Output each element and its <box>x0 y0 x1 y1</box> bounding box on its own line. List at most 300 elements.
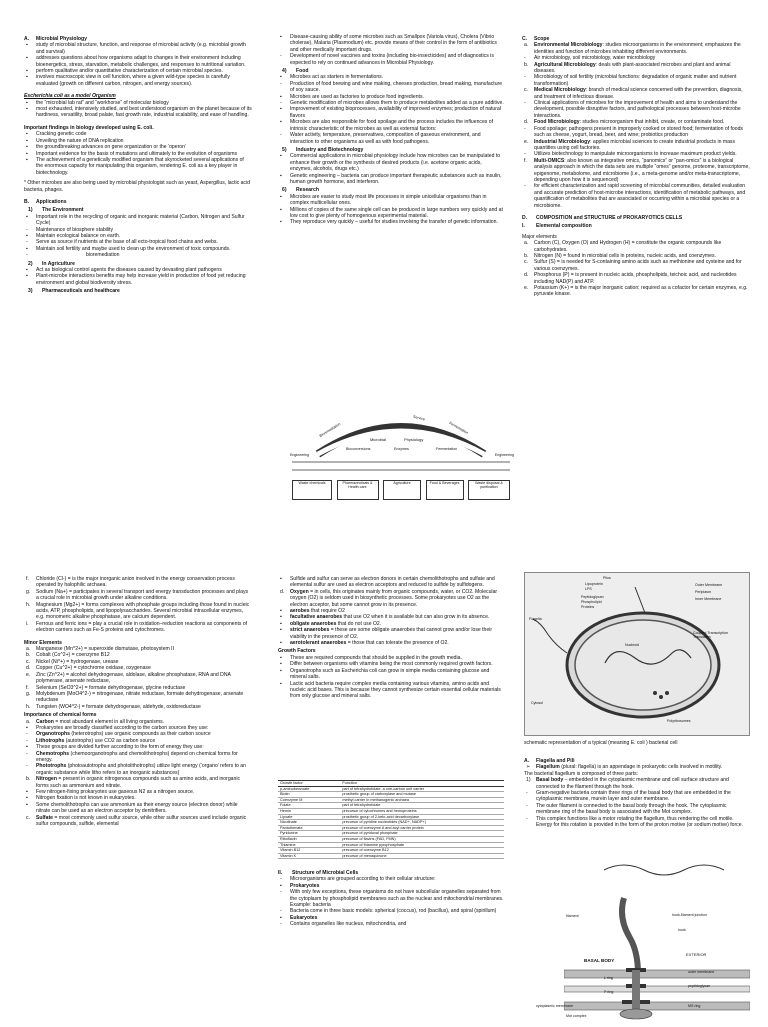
list-marker: - <box>26 737 28 744</box>
list-item: ▪ Important role in the recycling of organic and inorganic material (Carbon, Nitrogen and Sulfur Cycle) <box>24 214 252 227</box>
flagellum-label: BASAL BODY <box>584 958 615 963</box>
list-marker: - <box>280 908 282 915</box>
outer-membrane-band <box>564 970 750 978</box>
list-item: ▪ Important evidence for the basis of mutations and ultimately to the evolution of organisms <box>24 151 252 157</box>
list-text: (autotrophs) use CO2 as carbon source <box>64 737 156 744</box>
list-text: : branch of medical science concerned with the prevention, diagnosis, and treatment of infectious disease. <box>534 87 743 100</box>
flagellum-label: Mot complex <box>566 1014 587 1018</box>
list-item <box>522 126 750 139</box>
list-marker: ▪ <box>280 620 282 627</box>
list-item <box>24 589 252 602</box>
column-6 <box>524 756 750 828</box>
flagellum-diagram <box>536 858 750 1022</box>
list-marker: e. <box>524 138 529 145</box>
flagellum-label: outer membrane <box>688 970 715 974</box>
food-heading: 4) Food <box>282 68 309 75</box>
list-text: Copper (Cu^2+) = cytochrome oxidase, oxygenase <box>36 665 151 672</box>
list-text: that use O2 when it is available but can also grow in its absence. <box>342 614 490 621</box>
table-cell: Folate <box>278 803 340 809</box>
list-item <box>524 764 750 770</box>
list-marker: - <box>524 74 526 81</box>
minor-elements-list <box>24 646 252 710</box>
list-text: Contains organelles like nucleus, mitochondria, and <box>290 921 407 928</box>
list-text: = present in organic nitrogenous compounds such as amino acids, and inorganic forms such as ammonium and nitrate. <box>36 776 241 789</box>
physiology-applications-diagram <box>288 402 514 504</box>
term: Basal body <box>536 777 564 784</box>
list-marker: - <box>526 790 528 797</box>
term: Oxygen <box>290 588 309 595</box>
filament-shape <box>622 898 638 974</box>
list-text: Bacteria come in three basic models: spherical (coccus), rod (bacillus), and spiral (spirillum) <box>290 908 497 915</box>
list-marker: h. <box>26 601 31 608</box>
list-item: ▪ Cracking genetic code <box>24 131 252 137</box>
list-item: ▪ Maintain soil fertility and maybe used to clean up the environment of toxic compounds. <box>24 246 252 252</box>
list-item: - Maintenance of biosphere stability <box>24 227 252 233</box>
list-marker: - <box>280 889 282 896</box>
list-text: Clinical applications of microbes for the improvement of health and aims to understand the development, possible disruptive factors, and pathological processes between host-microbe interactions. <box>534 100 741 119</box>
list-item <box>24 602 252 621</box>
diagram-right-label: Engineering <box>494 453 514 457</box>
list-text: Tungsten (WO4^2-) = formate dehydrogenase, aldehyde, oxidoreductase <box>36 703 201 710</box>
list-text: Sodium (Na+) = participates in several transport and energy transduction processes and plays a crucial role in microbial growth under alkaline conditions. <box>36 588 249 602</box>
list-item: - bioremediation <box>24 252 252 258</box>
table-cell: prosthetic group of 2-keto-acid decarboxylase <box>340 814 504 820</box>
cell-figure-caption: schematic representation of a typical (meaning E. coli ) bacterial cell <box>524 740 678 746</box>
column-3 <box>522 34 750 298</box>
term: Food Microbiology <box>534 119 580 126</box>
industry-heading: 5) Industry and Biotechnology <box>282 146 364 153</box>
term: Environmental Microbiology <box>534 42 603 49</box>
list-text: This complex functions like a motor rotating the flagellum, thus rendering the cell motile. Energy for this rotation is provided in the form of the proton motive (or sodium motive) force. <box>536 815 743 829</box>
list-marker: a. <box>26 718 31 725</box>
major-elements-list <box>522 240 750 298</box>
list-marker: - <box>26 731 28 738</box>
list-text: Prokaryotes are broadly classified according to the carbon sources they use: <box>36 724 209 731</box>
list-text: Selenium (SeO3^2+) = formate dehydrogenase, glycine reductase <box>36 684 186 691</box>
other-microbes-note: * Other microbes are also being used by microbial physiologist such as yeast, Aspergillus, lactic acid bacteria, phages. <box>24 180 250 193</box>
list-item: ▪ study of microbial structure, function, and response of microbial activity (e.g. microbial growth and survival) <box>24 42 252 55</box>
list-item: ▪ They reproduce very quickly – useful for studies involving the transfer of genetic information. <box>278 219 504 225</box>
table-cell: Nicotinate <box>278 820 340 826</box>
list-marker: b. <box>26 776 31 783</box>
list-item <box>522 158 750 184</box>
list-marker: - <box>26 750 28 757</box>
cell-label: Nucleoid <box>625 643 639 647</box>
list-text: Ferrous and ferric ions = play a crucial role in oxidation–reduction reactions as components of electron carriers such as Fe-S proteins and cytochromes. <box>36 620 248 634</box>
flagellum-label: cytoplasmic membrane <box>536 1004 573 1008</box>
term: Multi-OMICS <box>534 157 565 164</box>
list-marker: d. <box>26 665 31 672</box>
list-marker: ▪ <box>280 640 282 647</box>
list-text: Phosphorus (P) = is present in nucleic acids, phospholipids, teichoic acid, and nucleotides including NAD(P) and ATP. <box>534 272 737 285</box>
list-marker: ▪ <box>280 627 282 634</box>
cell-label: Pilus <box>603 576 611 580</box>
list-marker: f. <box>524 157 527 164</box>
list-item: ▪ Act as biological control agents the diseases caused by devasting plant pathogens <box>24 267 252 273</box>
list-item <box>522 272 750 285</box>
list-item <box>522 74 750 87</box>
arc-label: Service <box>412 414 426 422</box>
term: Flagellum <box>536 764 560 771</box>
list-item <box>278 640 504 646</box>
flagellum-label: P ring <box>604 990 614 994</box>
list-text: Nitrogen (N) = found in microbial cells in proteins, nucleic acids, and coenzymes. <box>534 253 716 259</box>
term: Eukaryotes <box>290 914 318 921</box>
table-cell: Pyridoxine <box>278 831 340 837</box>
list-marker: ▪ <box>280 576 282 582</box>
table-cell: precursor of menaquinone <box>340 853 504 859</box>
list-item: ▪ Lactic acid bacteria require complex media containing various vitamins, amino acids and nucleic acid bases. This is because they cannot synthesize certain essential cellular materials from only glucose and mineral salts. <box>278 681 504 700</box>
diagram-mid-label: Bioconversions <box>346 447 371 451</box>
flagellum-label: MS ring <box>688 1004 701 1008</box>
list-marker: ➢ <box>526 764 531 771</box>
term: Carbon <box>36 718 54 725</box>
table-header: Function <box>340 781 504 787</box>
cell-label: Lipoprotein <box>585 582 603 586</box>
list-item: ▪ Differ between organisms with vitamins being the most commonly required growth factors. <box>278 661 504 667</box>
list-marker: ▪ <box>26 789 28 795</box>
list-marker: f. <box>26 684 29 691</box>
list-marker: - <box>26 763 28 770</box>
flagella-list <box>524 764 750 770</box>
list-marker: d. <box>524 119 529 126</box>
list-item <box>522 100 750 119</box>
flagellum-svg <box>564 858 750 1022</box>
list-marker: - <box>280 921 282 928</box>
list-text: (photoautotrophs and photolithotrophs) utilize light energy (‘organo’ refers to an organic substance while litho refers to an inorganic substances) <box>36 763 246 776</box>
list-marker: b. <box>26 652 31 659</box>
table-header: Growth factor <box>278 781 340 787</box>
term: Sulfate <box>36 814 53 821</box>
environment-heading: 1) The Environment <box>28 207 84 214</box>
list-item: ▪ Millions of copies of the same single cell can be produced in large numbers very quickly and at low cost to give plenty of homogenous experimental material. <box>278 207 504 220</box>
table-row <box>278 853 504 859</box>
list-marker: ▪ <box>280 914 282 921</box>
cell-label: Peptidoglycan <box>581 595 604 599</box>
flagella-heading: A. Flagella and Pili <box>524 758 575 764</box>
term: Agricultural Microbiology <box>534 61 596 68</box>
list-item: - Genetic modification of microbes allows them to produce metabolites added as a pure additive. <box>278 100 504 106</box>
term: Prokaryotes <box>290 882 320 889</box>
list-marker: - <box>524 125 526 132</box>
chemical-forms-heading: Importance of chemical forms <box>24 712 97 719</box>
list-item <box>278 576 504 589</box>
term: Chemotrophs <box>36 750 70 757</box>
list-text: Microbiology of soil fertility (microbial functions: degradation of organic matter and nutrient transformation) <box>534 74 737 87</box>
section-d-heading: D. COMPOSITION and STRUCTURE of PROKARYOTICS CELLS <box>522 214 683 221</box>
list-marker: c. <box>524 87 528 94</box>
section-b-heading: B. Applications <box>24 198 67 205</box>
cell-label: LPS <box>585 587 592 591</box>
list-marker: - <box>280 876 282 883</box>
list-item: ▪ Microbes act as starters in fermentations. <box>278 74 504 80</box>
list-item: ▪ Microbes are used as factories to produce food ingredients. <box>278 94 504 100</box>
list-text: Potassium (K+) = is the major inorganic cation; required as a cofactor for certain enzymes, e.g. pyruvate kinase. <box>534 285 748 298</box>
section-c-heading: C. Scope <box>522 36 550 42</box>
cell-label: Phospholipid <box>581 600 602 604</box>
list-item: - Development of novel vaccines and toxins (including bio-insecticides) and of diagnostics is expected to rely on continued advances in Microbial Physiology. <box>280 53 494 66</box>
cell-label: Polyribosomes <box>667 719 691 723</box>
ecoli-heading: Escherichia coli as a model Organism <box>24 93 116 100</box>
flagellum-label: hook-filament junction <box>672 913 707 917</box>
table-cell: precursor of cytochromes and hemoproteins <box>340 808 504 814</box>
column-5 <box>278 576 504 700</box>
list-marker: i. <box>26 620 29 627</box>
list-item <box>24 763 252 776</box>
minor-elements-heading: Minor Elements <box>24 639 62 646</box>
list-text: = most commonly used sulfur source, while other sulfur sources used include organic sulfur compounds, sulfide, elemental <box>36 814 247 828</box>
arc-label: Physiology <box>404 437 424 442</box>
diagram-box: Food & Beverages <box>426 480 464 500</box>
column-4 <box>24 576 252 827</box>
list-item <box>278 889 504 908</box>
table-cell: precursor of pyridoxal phosphate <box>340 831 504 837</box>
list-text: These groups are divided further according to the form of energy they use: <box>36 744 204 751</box>
list-text: : also known as integrative omics, “panomics” or “pan-omics” is a biological analysis approach in which the data sets are multiple “omes” genome, proteome, transcriptome, epigenome, metabolome, and microbiome (i.e., a meta-genome and/or meta-transcriptome, depending upon how it is sequenced) <box>534 157 750 183</box>
diagram-box: Agriculture <box>383 480 421 500</box>
list-text: Sulfur (S) = is needed for S-containing amino acids such as methionine and cysteine and for various coenzymes. <box>534 259 742 272</box>
list-text: Chloride (Cl-) = is the major inorganic anion involved in the energy conservation process operated by halophilic archaea. <box>36 576 235 589</box>
list-text: : applies microbial sciences to create industrial products in mass quantities using cell factories. <box>534 138 735 151</box>
list-marker: - <box>526 802 528 809</box>
agriculture-heading: 2) In Agriculture <box>28 260 75 267</box>
arc-label: Bioremediation <box>318 421 342 439</box>
table-cell: precursor of pyridine nucleotides (NAD+, NADP+) <box>340 820 504 826</box>
list-text: (chemoorganotrophs and chemolithotrophs) depend on chemical forms for energy. <box>36 750 238 763</box>
list-marker: b. <box>524 61 529 68</box>
list-marker: d. <box>524 272 529 279</box>
table-cell: precursor of flavins (FAD, FMN) <box>340 836 504 842</box>
list-marker: d. <box>280 588 285 595</box>
list-marker: e. <box>524 285 529 292</box>
list-marker: ▪ <box>26 724 28 731</box>
list-text: Magnesium (Mg2+) = forms complexes with phosphate groups including those found in nucleic acids, ATP, phospholipids, and lipopolysaccharides. Several microbial intracellular enzymes, e.g. monomeric alkaline phosphatase, are calcium dependent. <box>36 601 250 621</box>
list-item <box>524 790 750 803</box>
list-text: Molybdenum (MoO4^2-) = nitrogenase, nitrate reductase, formate dehydrogenase, arsenate reductase <box>36 690 244 704</box>
list-text: Nickel (Ni^+) = hydrogenase, urease <box>36 658 119 665</box>
structure-heading: II. Structure of Microbial Cells <box>278 870 359 876</box>
cell-label: Flagella <box>529 617 542 621</box>
arc-label: Microbial <box>370 437 387 442</box>
list-item: ▪ The achievement of a genetically modified organism that skyrocketed several applications of the enormous capacity for manipulating this organism, rendering E. coli as a key player in biotechnology. <box>24 157 252 176</box>
list-text: = those that can tolerate the presence of O2. <box>346 640 449 647</box>
diagram-mid-label: Enzymes <box>394 447 409 451</box>
diagram-box: Pharmaceuticals & Health care <box>337 480 379 500</box>
list-marker: f. <box>26 576 29 582</box>
microbial-physiology-list <box>24 42 252 87</box>
list-marker: - <box>524 100 526 107</box>
list-marker: ▪ <box>26 801 28 808</box>
term: facultative anaerobes <box>290 614 343 621</box>
diagram-box: Waste disposal & purification <box>468 480 510 500</box>
cell-label: Proteins <box>581 605 595 609</box>
list-text: – embedded in the cytoplasmic membrane and cell surface structure and connected to the filament through the hook. <box>536 777 729 790</box>
list-text: Food spoilage; pathogens present in improperly cooked or stored food; fermentation of foods such as cheese, yogurt, bread, beer, and wine; probiotics production <box>534 125 743 139</box>
list-item <box>24 802 252 815</box>
list-item <box>522 42 750 55</box>
list-text: : studies microorganisms in the environment; emphasizes the identities and function of microbes inhabiting different environments. <box>534 42 741 55</box>
list-text: Zinc (Zn^2+) = alcohol dehydrogenase, aldolase, alkaline phosphatase, RNA and DNA polymerase, arsenate reductase, <box>36 671 231 685</box>
table-cell: part of tetrahydrofolate <box>340 803 504 809</box>
list-marker: ▪ <box>280 614 282 621</box>
cell-label: Coupled Transcription Translation <box>693 631 728 639</box>
arc-label: Fermentation <box>448 420 469 436</box>
cell-label: Periplasm <box>695 590 711 594</box>
table-cell: Pantothenate <box>278 825 340 831</box>
list-item: ▪ These are required compounds that should be supplied in the growth media. <box>278 655 504 661</box>
flagellum-label: filament <box>566 914 579 918</box>
list-item: ▪ Maintain ecological balance on earth. <box>24 233 252 239</box>
list-text: Nitrogen fixation is not known in eukaryotes. <box>36 795 136 802</box>
list-item <box>524 803 750 816</box>
list-text: Carbon (C), Oxygen (O) and Hydrogen (H) = constitute the organic compounds like carbohydrates. <box>534 240 722 253</box>
chemical-forms-list <box>24 719 252 828</box>
list-item: - Serve as source if nutrients at the base of all ecto-tropical food chains and webs. <box>24 239 252 245</box>
list-marker: c. <box>26 658 30 665</box>
table-cell: part of tetrahydrofolate, a one-carbon unit carrier <box>340 786 504 792</box>
table-cell: precursor of coenzyme B12 <box>340 848 504 854</box>
term: Nitrogen <box>36 776 57 783</box>
flagellum-label: EXTERIOR <box>686 952 707 957</box>
table-cell: methyl carrier in methanogenic archaea <box>340 797 504 803</box>
term: strict anaerobes <box>290 627 330 634</box>
list-text: Air microbiology, soil microbiology, water microbiology <box>534 55 656 62</box>
term: Lithotrophs <box>36 737 65 744</box>
list-text: : deals with plant-associated microbes and plant and animal diseases. <box>534 61 731 75</box>
term: Medical Microbiology <box>534 87 586 94</box>
table-cell: prosthetic group of carboxylase and mutase <box>340 792 504 798</box>
list-item: ▪ Improvement of existing bioprocesses, availability of improved enzymes; production of natural flavors <box>278 106 504 119</box>
term: Industrial Microbiology <box>534 138 591 145</box>
list-item <box>278 921 504 927</box>
list-item: - Production of food brewing and wine making, cheeses production, bread making, manufacture of soy sauce. <box>278 81 504 94</box>
flagellum-parts-list <box>524 777 750 828</box>
list-marker: ▪ <box>280 882 282 889</box>
list-marker: g. <box>26 690 31 697</box>
list-item <box>24 576 252 589</box>
list-text: : studies microorganism that inhibit, create, or contaminate food. <box>579 119 725 126</box>
list-marker: a. <box>26 646 31 653</box>
list-text: = these are some obligate anaerobes that cannot grow and/or lose their viability in the presence of O2. <box>290 627 493 640</box>
table-cell: Hemin <box>278 808 340 814</box>
findings-heading: Important findings in biology developed using E. coli. <box>24 124 154 131</box>
list-marker: - <box>524 183 526 190</box>
list-marker: ▪ <box>26 795 28 802</box>
research-heading: 6) Research <box>282 187 319 194</box>
list-item: ▪ Plant-microbe interactions benefits may help increase yield in production of food yet reducing environment and global biodiversity stress. <box>24 273 252 286</box>
list-item <box>524 816 750 829</box>
flagellum-label: hook <box>678 928 686 932</box>
list-marker: c. <box>524 259 528 266</box>
list-marker: ▪ <box>26 744 28 751</box>
term: aerotolerant anaerobes <box>290 640 347 647</box>
list-text: Microorganisms are grouped according to their cellular structure: <box>290 876 436 883</box>
list-item: ▪ most exhausted, intensively studied, and best understood organism on the planet because of its hardiness, versatility, broad palate, fast growth rate, industrial scalability, and ease of handling. <box>24 106 252 119</box>
list-text: Some chemolithotrophs can use ammonium as their energy source (electron donor) while nitrate can be used as an electron acceptor by denitrifiers. <box>36 801 238 815</box>
list-marker: - <box>524 151 526 158</box>
list-marker: e. <box>26 671 31 678</box>
list-marker: b. <box>524 253 529 259</box>
list-marker: g. <box>26 588 31 595</box>
diagram-left-label: Engineering <box>290 453 310 457</box>
table-cell: Vitamin K <box>278 853 340 859</box>
list-text: Few nitrogen-fixing prokaryotes use gaseous N2 as a nitrogen source. <box>36 789 195 795</box>
list-item <box>278 627 504 640</box>
list-item: ▪ Commercial applications in microbial physiology include how microbes can be manipulated to enhance their growth or the synthesis of desired products (i.e. acetone organic acids, enzymes, alcohols, drugs etc.) <box>278 153 504 172</box>
list-text: = in cells, this originates mainly from organic compounds, water, or CO2. Molecular oxygen (O2) is seldom used in biosynthetic processes. Some prokaryotes use O2 as the electron acceptor, but some cannot grow in its presence. <box>290 588 498 608</box>
list-item: ▪ the “microbial lab rat” and “workhorse” of molecular biology <box>24 100 252 106</box>
pharma-heading: 3) Pharmaceuticals and healthcare <box>28 288 120 295</box>
list-marker: - <box>526 815 528 822</box>
list-text: Sulfide and sulfur can serve as electron donors in certain chemolithotrophs and sulfate and elemental sulfur are used as electron acceptors and reduced to sulfide by sulfidogens. <box>290 576 495 589</box>
oxygen-list <box>278 576 504 646</box>
list-item: ▪ addresses questions about how organisms adapt to changes in their environment including bioenergetics, stress, starvation, metabolic challenges, and responses to nutritional variation. <box>24 55 252 68</box>
list-item <box>24 751 252 764</box>
list-item <box>522 87 750 100</box>
column-1 <box>24 34 252 295</box>
growth-factor-table <box>278 780 504 859</box>
list-text: for efficient characterization and rapid screening of microbial communities, detailed evaluation and accurate prediction of host-microbe interactions, identification of metabolic pathways, and quantification of metabolites that are associated or occurring within a microbial species or a microbiome. <box>534 183 746 209</box>
column-2 <box>278 34 504 226</box>
flagella-shape <box>533 619 567 653</box>
list-text: = most abundant element in all living organisms. <box>53 718 165 725</box>
scope-list <box>522 42 750 209</box>
list-text: Manganese (Mn^2+) = superoxide dismutase, photosystem II <box>36 646 175 653</box>
list-item <box>522 139 750 152</box>
list-item: ▪ Genetic engineering – bacteria can produce important therapeutic substances such as insulin, human growth hormone, and interferon. <box>278 173 504 186</box>
list-item: ▪ Unveiling the nature of DNA replication <box>24 138 252 144</box>
list-item: - Water activity, temperature, preservatives, composition of gaseous environment, and interaction to other organisms as well as with food pathogens. <box>278 132 504 145</box>
growth-factors-heading: Growth Factors <box>278 648 316 655</box>
table-cell: Biotin <box>278 792 340 798</box>
list-item <box>24 815 252 828</box>
structure-section <box>278 868 504 928</box>
term: Phototrophs <box>36 763 67 770</box>
list-item <box>522 240 750 253</box>
list-item: ▪ involves macroscopic view in cell function, where a given wild-type species is carefully evaluated (growth on different carbon, nitrogen, and energy sources). <box>24 74 252 87</box>
list-item: ▪ perform qualitative and/or quantitative characterization of certain microbial species. <box>24 68 252 74</box>
term: Organotrophs <box>36 731 70 738</box>
table-cell: Vitamin B12 <box>278 848 340 854</box>
list-item: ▪ Microbes are also responsible for food spoilage and the process includes the influences of intrinsic characteristic of the microbes as well as external factors: <box>278 119 504 132</box>
list-text: The outer filament is connected to the basal body through the hook. The cytoplasmic membrane ring of the basal body is associated with the Mot complex. <box>536 802 727 816</box>
table-cell: Thiamine <box>278 842 340 848</box>
list-item: ▪ Organotrophs such as Escherichia coli can grow in simple media containing glucose and mineral salts. <box>278 668 504 681</box>
elemental-heading: I. Elemental composition <box>522 223 592 230</box>
major-elements-heading: Major elements <box>522 233 557 240</box>
list-item <box>24 776 252 789</box>
table-cell: precursor of thiamine pyrophosphate <box>340 842 504 848</box>
list-item <box>278 589 504 608</box>
list-item <box>522 62 750 75</box>
list-item <box>24 704 252 710</box>
list-item <box>522 285 750 298</box>
list-item <box>522 259 750 272</box>
list-item <box>24 621 252 634</box>
diagram-box: Waste chemicals <box>292 480 332 500</box>
flagellum-label: peptidoglycan <box>688 984 711 988</box>
list-marker: a. <box>524 240 529 247</box>
list-item <box>24 691 252 704</box>
table-cell: Riboflavin <box>278 836 340 842</box>
table-cell: Lipoate <box>278 814 340 820</box>
list-marker: 1) <box>526 777 531 784</box>
list-item: ▪ the groundbreaking advances on gene organization or the ‘operon’ <box>24 144 252 150</box>
list-text: Utilizes biotechnology to manipulate microorganisms to increase maximum product yields. <box>534 151 737 158</box>
list-text: that do not use O2. <box>336 620 382 627</box>
table-cell: p-aminobenzoate <box>278 786 340 792</box>
list-marker: a. <box>524 42 529 49</box>
